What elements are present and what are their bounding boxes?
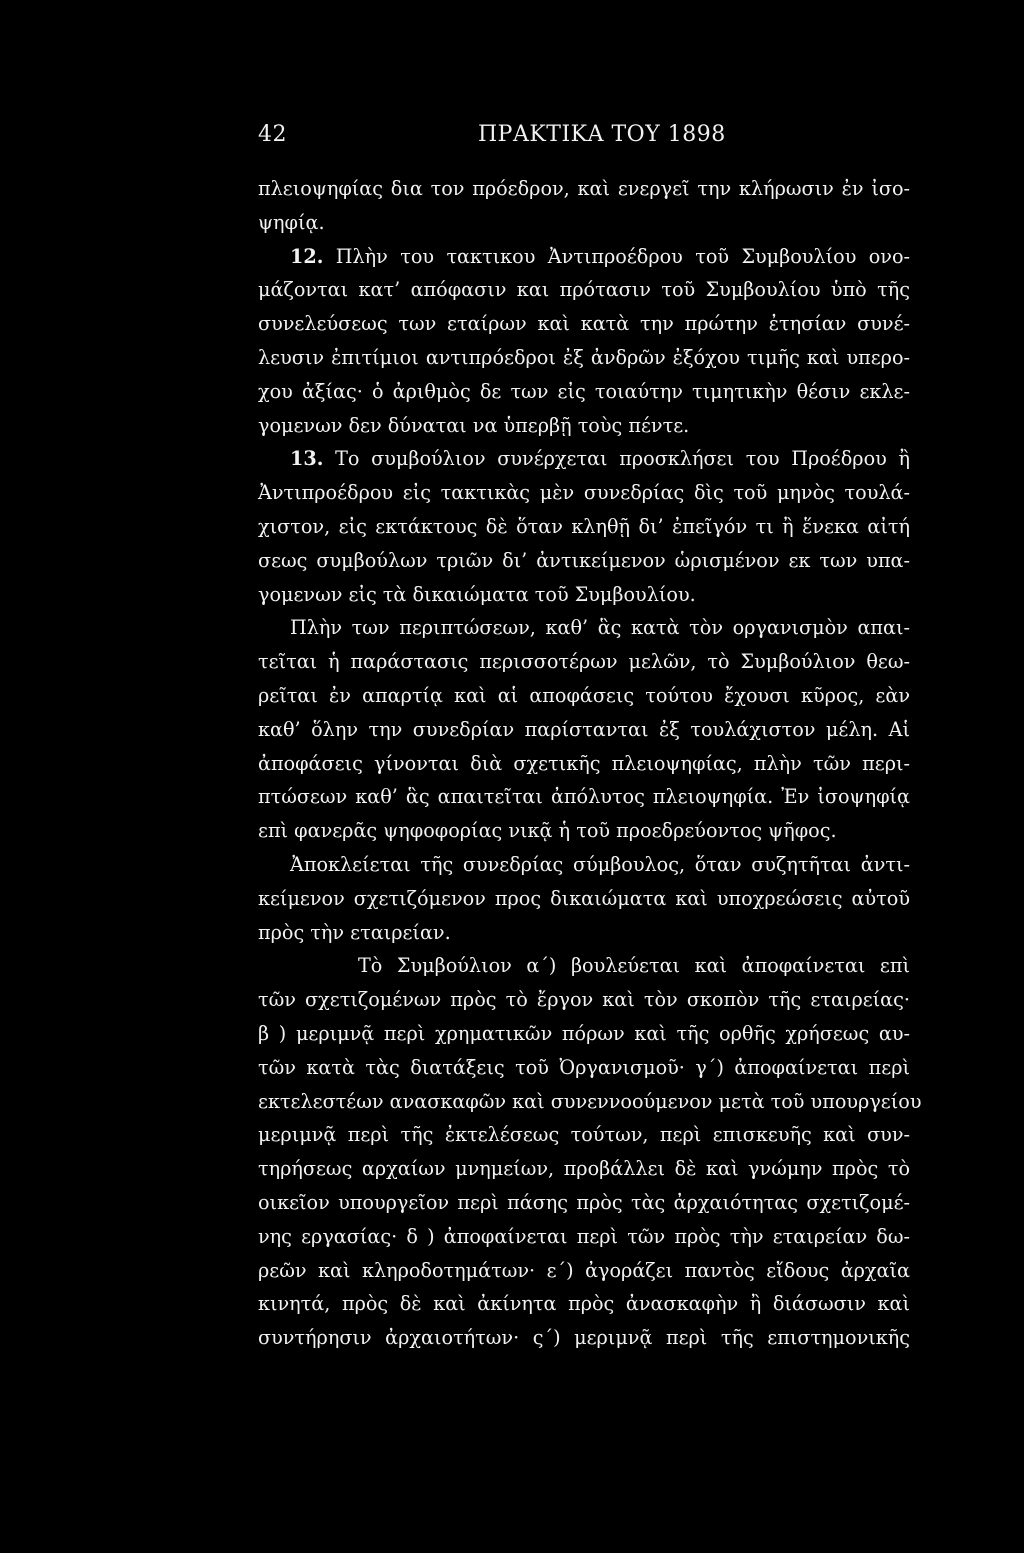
text-line	[258, 1321, 910, 1355]
text-line	[258, 409, 910, 443]
line-text: Ἀποκλείεται τῆς συνεδρίας σύμβουλος, ὅταν συζητῆται ἀντι-	[290, 852, 910, 876]
text-line	[258, 949, 910, 983]
text-line	[258, 172, 910, 206]
body-text	[258, 172, 922, 1355]
line-text: πρὸς τὴν εταιρείαν.	[258, 920, 451, 944]
line-text: γομενων εἰς τὰ δικαιώματα τοῦ Συμβουλίου.	[258, 582, 696, 606]
text-line	[258, 273, 910, 307]
page-header	[258, 122, 778, 156]
text-line	[258, 476, 910, 510]
text-line	[258, 645, 910, 679]
text-line	[258, 206, 910, 240]
line-text: νης εργασίας· δ ) ἀποφαίνεται περὶ τῶν πρὸς τὴν εταιρείαν δω-	[258, 1224, 910, 1248]
line-text: τηρήσεως αρχαίων μνημείων, προβάλλει δὲ καὶ γνώμην πρὸς τὸ	[258, 1157, 910, 1181]
text-line	[258, 1186, 910, 1220]
line-text: συντήρησιν ἀρχαιοτήτων· ς΄) μεριμνᾷ περὶ τῆς επιστημονικῆς	[258, 1326, 910, 1350]
line-text: συνελεύσεως των εταίρων καὶ κατὰ την πρώτην ἐτησίαν συνέ-	[258, 312, 910, 336]
article-number: 13.	[290, 447, 324, 471]
text-line	[258, 1017, 910, 1051]
text-line	[258, 1287, 910, 1321]
text-line	[258, 240, 910, 274]
line-text: γομενων δεν δύναται να ὑπερβῇ τοὺς πέντε.	[258, 413, 690, 437]
line-text: χου ἀξίας· ὁ ἀριθμὸς δε των εἰς τοιαύτην τιμητικὴν θέσιν εκλε-	[258, 379, 910, 403]
page-number: 42	[258, 122, 287, 147]
text-line	[258, 983, 910, 1017]
text-line	[258, 1254, 910, 1288]
line-text: κινητά, πρὸς δὲ καὶ ἀκίνητα πρὸς ἀνασκαφὴν ἢ διάσωσιν καὶ	[258, 1292, 910, 1316]
text-line	[258, 1152, 910, 1186]
line-text: μάζονται κατ’ απόφασιν και πρότασιν τοῦ Συμβουλίου ὑπὸ τῆς	[258, 278, 910, 302]
text-line	[258, 882, 910, 916]
text-line	[258, 1085, 922, 1119]
text-line	[258, 848, 910, 882]
line-text: οικεῖον υπουργεῖον περὶ πάσης πρὸς τὰς ἀρχαιότητας σχετιζομέ-	[258, 1190, 910, 1214]
line-text: λευσιν ἐπιτίμιοι αντιπρόεδροι ἐξ ἀνδρῶν ἐξόχου τιμῆς καὶ υπερο-	[258, 345, 910, 369]
text-line	[258, 916, 910, 950]
line-text: ρεῶν καὶ κληροδοτημάτων· ε΄) ἀγοράζει παντὸς εἴδους ἀρχαῖα	[258, 1258, 910, 1282]
text-line	[258, 544, 910, 578]
text-line	[258, 375, 910, 409]
line-text: Πλὴν των περιπτώσεων, καθ’ ἃς κατὰ τὸν οργανισμὸν απαι-	[290, 616, 910, 640]
line-text: ρεῖται ἐν απαρτίᾳ καὶ αἱ αποφάσεις τούτου ἔχουσι κῦρος, εὰν	[258, 683, 910, 707]
line-text: Πλὴν του τακτικου Ἀντιπροέδρου τοῦ Συμβουλίου ονο-	[323, 244, 910, 268]
line-text: πτώσεων καθ’ ἃς απαιτεῖται ἀπόλυτος πλειοψηφία. Ἐν ἰσοψηφίᾳ	[258, 785, 910, 809]
line-text: σεως συμβούλων τριῶν δι’ ἀντικείμενον ὡρισμένον εκ των υπα-	[258, 548, 910, 572]
text-line	[258, 1051, 910, 1085]
text-line	[258, 307, 910, 341]
line-text: Ἀντιπροέδρου εἰς τακτικὰς μὲν συνεδρίας δὶς τοῦ μηνὸς τουλά-	[258, 481, 910, 505]
text-line	[258, 611, 910, 645]
line-text: καθ’ ὅλην την συνεδρίαν παρίστανται ἐξ τουλάχιστον μέλη. Αἱ	[258, 717, 910, 741]
text-line	[258, 1220, 910, 1254]
line-text: β ) μεριμνᾷ περὶ χρηματικῶν πόρων καὶ τῆς ορθῆς χρήσεως αυ-	[258, 1021, 910, 1045]
text-line	[258, 578, 910, 612]
line-text: εκτελεστέων ανασκαφῶν καὶ συνεννοούμενον μετὰ τοῦ υπουργείου	[258, 1089, 922, 1113]
text-line	[258, 713, 910, 747]
line-text: πλειοψηφίας δια τον πρόεδρον, καὶ ενεργεῖ την κλήρωσιν ἐν ἰσο-	[258, 177, 910, 200]
article-number: 12.	[290, 244, 324, 268]
line-text: τεῖται ἡ παράστασις περισσοτέρων μελῶν, τὸ Συμβούλιον θεω-	[258, 650, 910, 674]
line-text: ψηφίᾳ.	[258, 210, 325, 234]
text-line	[258, 1118, 910, 1152]
line-text: τῶν σχετιζομένων πρὸς τὸ ἔργον καὶ τὸν σκοπὸν τῆς εταιρείας·	[258, 988, 910, 1012]
text-line	[258, 679, 910, 713]
running-title: ΠΡΑΚΤΙΚΑ ΤΟΥ 1898	[478, 122, 726, 147]
text-line	[258, 780, 910, 814]
line-text: ἀποφάσεις γίνονται διὰ σχετικῆς πλειοψηφίας, πλὴν τῶν περι-	[258, 751, 910, 775]
text-line	[258, 747, 910, 781]
line-text: Τὸ Συμβούλιον α΄) βουλεύεται καὶ ἀποφαίνεται επὶ	[358, 954, 910, 978]
line-text: μεριμνᾷ περὶ τῆς ἐκτελέσεως τούτων, περὶ επισκευῆς καὶ συν-	[258, 1123, 910, 1147]
text-line	[258, 341, 910, 375]
text-line	[258, 442, 910, 476]
line-text: κείμενον σχετιζόμενον προς δικαιώματα καὶ υποχρεώσεις αὐτοῦ	[258, 886, 910, 910]
line-text: Το συμβούλιον συνέρχεται προσκλήσει του Προέδρου ἢ	[323, 447, 910, 471]
text-line	[258, 814, 910, 848]
text-line	[258, 510, 910, 544]
line-text: επὶ φανερᾶς ψηφοφορίας νικᾷ ἡ τοῦ προεδρεύοντος ψῆφος.	[258, 819, 837, 843]
line-text: χιστον, εἰς εκτάκτους δὲ ὅταν κληθῇ δι’ ἐπεῖγόν τι ἢ ἕνεκα αἰτή	[258, 514, 910, 538]
line-text: τῶν κατὰ τὰς διατάξεις τοῦ Ὀργανισμοῦ· γ΄) ἀποφαίνεται περὶ	[258, 1055, 910, 1079]
